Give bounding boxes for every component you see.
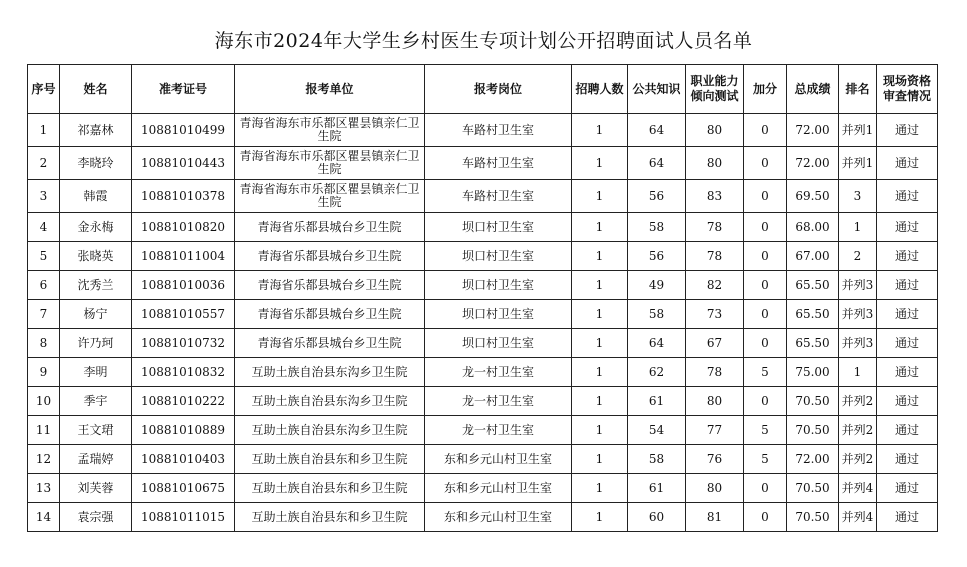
cell-bonus: 5 [744,416,787,445]
cell-bonus: 0 [744,387,787,416]
cell-hires: 1 [572,180,628,213]
cell-no: 5 [28,242,60,271]
cell-rank: 1 [839,358,877,387]
cell-exam-id: 10881010378 [132,180,235,213]
cell-post: 车路村卫生室 [425,180,572,213]
cell-aptitude: 78 [686,213,744,242]
cell-post: 坝口村卫生室 [425,213,572,242]
cell-aptitude: 76 [686,445,744,474]
cell-hires: 1 [572,503,628,532]
cell-review: 通过 [877,300,938,329]
table-row [28,416,938,445]
cell-rank: 并列2 [839,445,877,474]
cell-general: 64 [628,114,686,147]
cell-post: 东和乡元山村卫生室 [425,474,572,503]
cell-review: 通过 [877,358,938,387]
cell-hires: 1 [572,271,628,300]
cell-exam-id: 10881010832 [132,358,235,387]
cell-no: 14 [28,503,60,532]
table-row [28,387,938,416]
cell-exam-id: 10881010889 [132,416,235,445]
cell-no: 1 [28,114,60,147]
cell-rank: 2 [839,242,877,271]
cell-rank: 并列1 [839,147,877,180]
cell-exam-id: 10881010443 [132,147,235,180]
cell-total: 70.50 [787,387,839,416]
cell-exam-id: 10881010675 [132,474,235,503]
cell-no: 4 [28,213,60,242]
cell-unit: 互助土族自治县东和乡卫生院 [235,474,425,503]
cell-no: 12 [28,445,60,474]
cell-hires: 1 [572,213,628,242]
header-aptitude: 职业能力倾向测试 [686,65,744,114]
cell-name: 李晓玲 [60,147,132,180]
cell-post: 东和乡元山村卫生室 [425,445,572,474]
table-row [28,300,938,329]
header-exam-id: 准考证号 [132,65,235,114]
table-row [28,242,938,271]
cell-no: 13 [28,474,60,503]
cell-review: 通过 [877,213,938,242]
cell-name: 袁宗强 [60,503,132,532]
cell-rank: 并列3 [839,329,877,358]
cell-bonus: 0 [744,329,787,358]
cell-general: 56 [628,242,686,271]
header-total: 总成绩 [787,65,839,114]
cell-general: 61 [628,387,686,416]
cell-hires: 1 [572,114,628,147]
cell-rank: 并列3 [839,271,877,300]
header-unit: 报考单位 [235,65,425,114]
cell-general: 60 [628,503,686,532]
cell-exam-id: 10881010820 [132,213,235,242]
cell-general: 58 [628,213,686,242]
header-name: 姓名 [60,65,132,114]
cell-aptitude: 80 [686,387,744,416]
cell-name: 金永梅 [60,213,132,242]
cell-exam-id: 10881011004 [132,242,235,271]
cell-exam-id: 10881010222 [132,387,235,416]
table-row [28,114,938,147]
cell-review: 通过 [877,180,938,213]
cell-name: 祁嘉林 [60,114,132,147]
cell-total: 72.00 [787,147,839,180]
cell-aptitude: 73 [686,300,744,329]
cell-no: 11 [28,416,60,445]
cell-review: 通过 [877,416,938,445]
cell-hires: 1 [572,474,628,503]
cell-bonus: 0 [744,213,787,242]
cell-no: 2 [28,147,60,180]
cell-unit: 青海省乐都县城台乡卫生院 [235,271,425,300]
cell-unit: 青海省乐都县城台乡卫生院 [235,242,425,271]
header-bonus: 加分 [744,65,787,114]
cell-unit: 青海省海东市乐都区瞿昙镇亲仁卫生院 [235,114,425,147]
cell-rank: 并列3 [839,300,877,329]
cell-bonus: 0 [744,114,787,147]
cell-general: 58 [628,445,686,474]
cell-rank: 并列4 [839,503,877,532]
cell-hires: 1 [572,358,628,387]
cell-total: 69.50 [787,180,839,213]
cell-review: 通过 [877,474,938,503]
cell-unit: 青海省乐都县城台乡卫生院 [235,300,425,329]
cell-total: 70.50 [787,503,839,532]
cell-bonus: 5 [744,445,787,474]
page-title: 海东市2024年大学生乡村医生专项计划公开招聘面试人员名单 [214,30,753,52]
header-no: 序号 [28,65,60,114]
cell-total: 72.00 [787,114,839,147]
cell-general: 64 [628,147,686,180]
interview-roster-table [27,64,938,532]
cell-general: 56 [628,180,686,213]
cell-rank: 3 [839,180,877,213]
cell-no: 3 [28,180,60,213]
cell-post: 龙一村卫生室 [425,387,572,416]
cell-unit: 青海省海东市乐都区瞿昙镇亲仁卫生院 [235,147,425,180]
cell-aptitude: 77 [686,416,744,445]
cell-rank: 并列2 [839,416,877,445]
cell-total: 72.00 [787,445,839,474]
table-row [28,180,938,213]
cell-bonus: 0 [744,474,787,503]
cell-post: 车路村卫生室 [425,147,572,180]
cell-aptitude: 78 [686,358,744,387]
cell-total: 70.50 [787,416,839,445]
cell-no: 6 [28,271,60,300]
cell-exam-id: 10881010557 [132,300,235,329]
cell-name: 许乃珂 [60,329,132,358]
cell-aptitude: 80 [686,147,744,180]
cell-aptitude: 81 [686,503,744,532]
cell-aptitude: 82 [686,271,744,300]
cell-aptitude: 80 [686,114,744,147]
cell-unit: 互助土族自治县东和乡卫生院 [235,445,425,474]
cell-name: 沈秀兰 [60,271,132,300]
cell-name: 孟瑞婷 [60,445,132,474]
header-post: 报考岗位 [425,65,572,114]
cell-hires: 1 [572,445,628,474]
table-row [28,213,938,242]
cell-no: 10 [28,387,60,416]
cell-post: 东和乡元山村卫生室 [425,503,572,532]
cell-total: 65.50 [787,329,839,358]
cell-hires: 1 [572,329,628,358]
cell-rank: 并列4 [839,474,877,503]
cell-total: 70.50 [787,474,839,503]
cell-review: 通过 [877,387,938,416]
cell-hires: 1 [572,416,628,445]
cell-exam-id: 10881010499 [132,114,235,147]
table-row [28,147,938,180]
cell-hires: 1 [572,242,628,271]
cell-rank: 1 [839,213,877,242]
table-row [28,445,938,474]
cell-post: 龙一村卫生室 [425,416,572,445]
cell-review: 通过 [877,242,938,271]
cell-general: 64 [628,329,686,358]
cell-name: 杨宁 [60,300,132,329]
cell-exam-id: 10881010403 [132,445,235,474]
cell-unit: 互助土族自治县东沟乡卫生院 [235,387,425,416]
cell-bonus: 0 [744,147,787,180]
table-row [28,271,938,300]
header-review: 现场资格审查情况 [877,65,938,114]
cell-unit: 互助土族自治县东沟乡卫生院 [235,416,425,445]
cell-general: 62 [628,358,686,387]
cell-review: 通过 [877,329,938,358]
cell-rank: 并列1 [839,114,877,147]
cell-unit: 青海省乐都县城台乡卫生院 [235,213,425,242]
cell-aptitude: 83 [686,180,744,213]
cell-total: 67.00 [787,242,839,271]
cell-unit: 青海省海东市乐都区瞿昙镇亲仁卫生院 [235,180,425,213]
cell-rank: 并列2 [839,387,877,416]
cell-bonus: 0 [744,300,787,329]
cell-hires: 1 [572,387,628,416]
header-rank: 排名 [839,65,877,114]
cell-aptitude: 80 [686,474,744,503]
cell-aptitude: 67 [686,329,744,358]
cell-aptitude: 78 [686,242,744,271]
cell-unit: 青海省乐都县城台乡卫生院 [235,329,425,358]
cell-post: 坝口村卫生室 [425,242,572,271]
cell-general: 49 [628,271,686,300]
table-row [28,358,938,387]
cell-post: 坝口村卫生室 [425,329,572,358]
cell-review: 通过 [877,147,938,180]
cell-no: 7 [28,300,60,329]
table-row [28,503,938,532]
cell-review: 通过 [877,503,938,532]
cell-bonus: 0 [744,180,787,213]
cell-no: 9 [28,358,60,387]
cell-review: 通过 [877,445,938,474]
cell-name: 王文珺 [60,416,132,445]
cell-exam-id: 10881010036 [132,271,235,300]
cell-bonus: 0 [744,271,787,300]
table-row [28,329,938,358]
cell-total: 75.00 [787,358,839,387]
header-hires: 招聘人数 [572,65,628,114]
cell-hires: 1 [572,147,628,180]
cell-general: 58 [628,300,686,329]
cell-name: 张晓英 [60,242,132,271]
cell-review: 通过 [877,271,938,300]
cell-name: 季宇 [60,387,132,416]
cell-post: 坝口村卫生室 [425,300,572,329]
header-general: 公共知识 [628,65,686,114]
cell-bonus: 5 [744,358,787,387]
cell-post: 龙一村卫生室 [425,358,572,387]
cell-post: 坝口村卫生室 [425,271,572,300]
cell-hires: 1 [572,300,628,329]
cell-general: 54 [628,416,686,445]
cell-bonus: 0 [744,242,787,271]
cell-review: 通过 [877,114,938,147]
cell-total: 68.00 [787,213,839,242]
cell-total: 65.50 [787,271,839,300]
table-row [28,474,938,503]
cell-bonus: 0 [744,503,787,532]
cell-name: 韩霞 [60,180,132,213]
cell-total: 65.50 [787,300,839,329]
cell-exam-id: 10881010732 [132,329,235,358]
cell-unit: 互助土族自治县东和乡卫生院 [235,503,425,532]
header-row [28,65,938,114]
cell-post: 车路村卫生室 [425,114,572,147]
cell-name: 李明 [60,358,132,387]
cell-general: 61 [628,474,686,503]
cell-unit: 互助土族自治县东沟乡卫生院 [235,358,425,387]
cell-exam-id: 10881011015 [132,503,235,532]
cell-name: 刘芙蓉 [60,474,132,503]
cell-no: 8 [28,329,60,358]
